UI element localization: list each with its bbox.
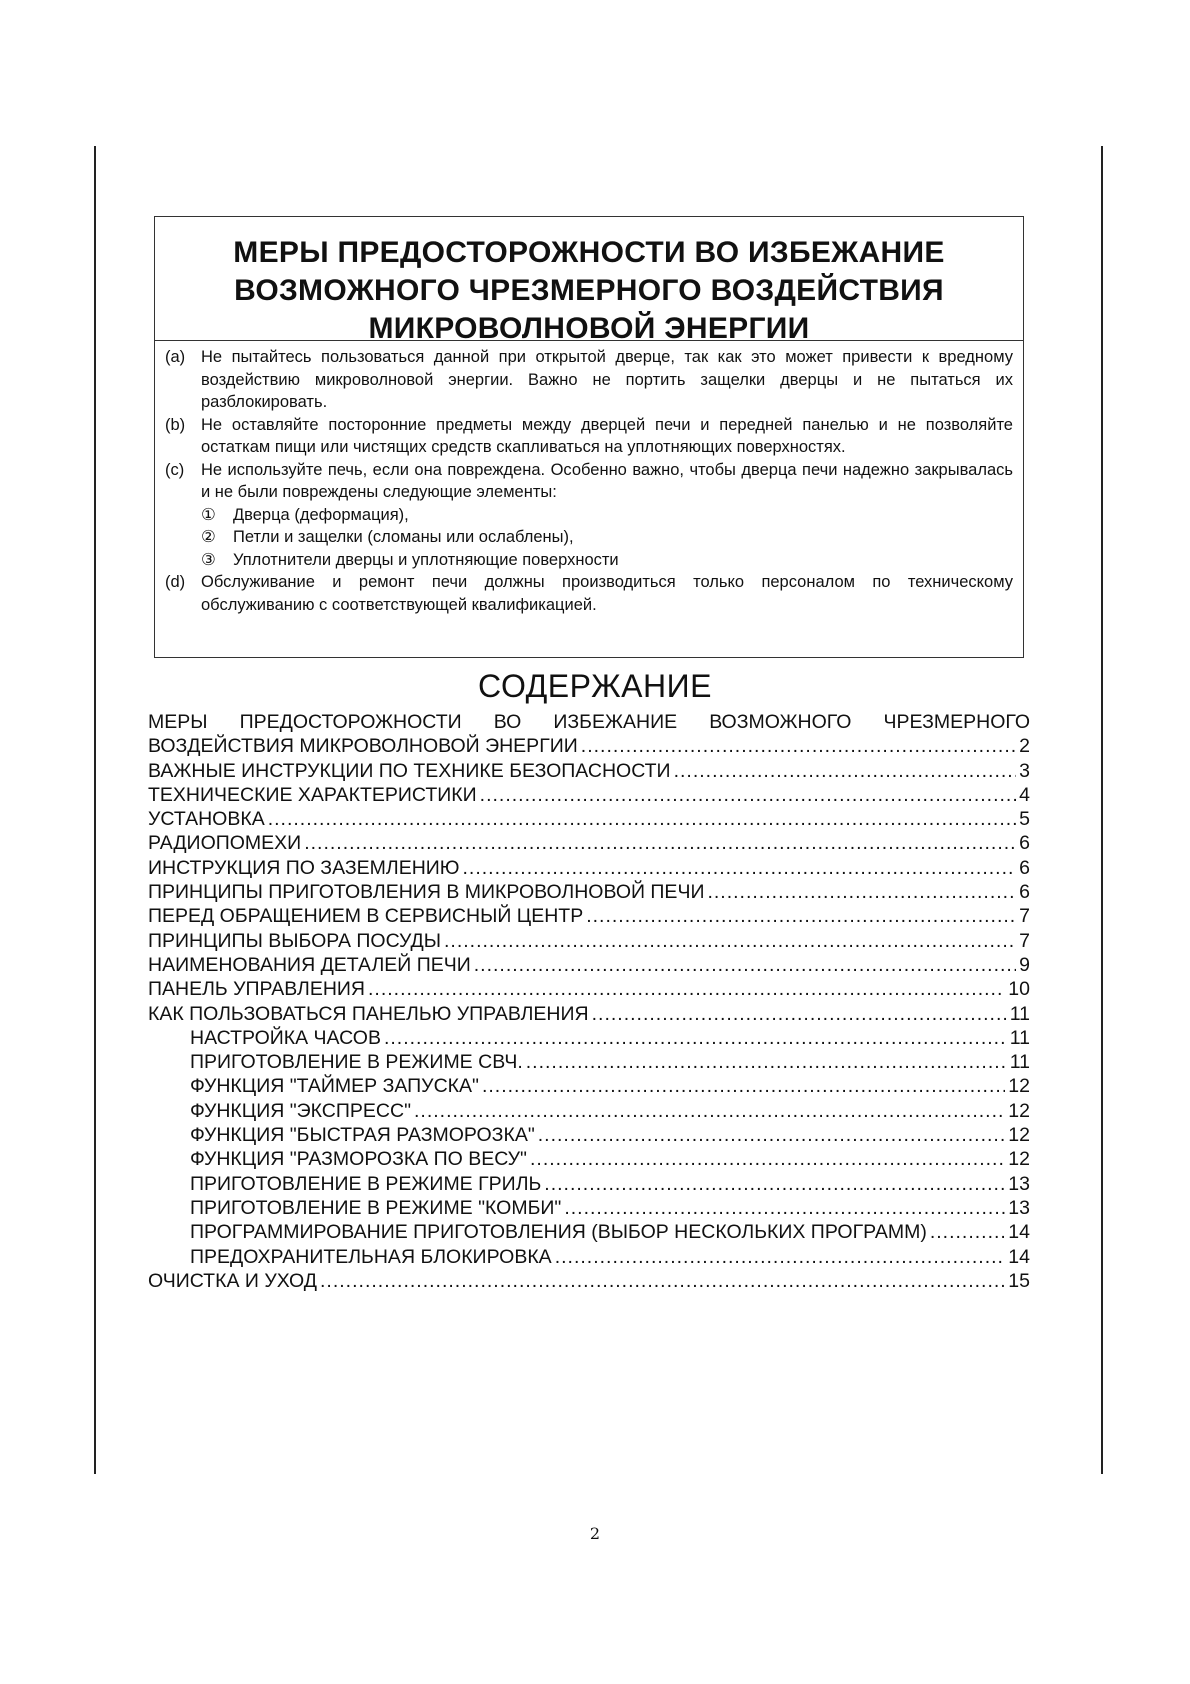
toc-word: ВОЗМОЖНОГО — [709, 711, 852, 733]
warning-item — [165, 414, 1013, 459]
toc-entry-title: ПЕРЕД ОБРАЩЕНИЕМ В СЕРВИСНЫЙ ЦЕНТР — [148, 905, 584, 928]
toc-leader — [463, 856, 1017, 880]
toc-entry-page: 12 — [1008, 1148, 1030, 1171]
toc-entry-page: 6 — [1019, 832, 1030, 855]
toc-entry-page: 6 — [1019, 856, 1030, 879]
toc-entry-page: 14 — [1008, 1245, 1030, 1268]
toc-entry-page: 12 — [1008, 1124, 1030, 1147]
toc-entry-page: 13 — [1008, 1172, 1030, 1195]
toc-entry[interactable] — [148, 734, 1030, 758]
toc-leader — [482, 1074, 1005, 1098]
toc-entry[interactable] — [148, 856, 1030, 880]
toc-entry-title: УСТАНОВКА — [148, 808, 265, 831]
toc-leader — [581, 734, 1016, 758]
toc-word: ИЗБЕЖАНИЕ — [553, 711, 678, 733]
warning-subitem-number: ① — [201, 505, 216, 524]
warning-box — [154, 216, 1024, 658]
warning-item-letter: (d) — [165, 573, 186, 591]
toc-leader — [368, 977, 1005, 1001]
page-number: 2 — [589, 1524, 601, 1543]
toc-entry-title: ВОЗДЕЙСТВИЯ МИКРОВОЛНОВОЙ ЭНЕРГИИ — [148, 735, 578, 758]
toc-leader — [304, 831, 1016, 855]
warning-item-text: Не оставляйте посторонние предметы между дверцей печи и передней панелью и не позволяйте остаткам пищи или чистящих средств скапливаться на уплотняющих поверхностях. — [201, 415, 1013, 456]
toc-entry-title: ПРИГОТОВЛЕНИЕ В РЕЖИМЕ ГРИЛЬ — [190, 1172, 542, 1195]
toc-entry-title: КАК ПОЛЬЗОВАТЬСЯ ПАНЕЛЬЮ УПРАВЛЕНИЯ — [148, 1002, 589, 1025]
toc-entry[interactable] — [148, 807, 1030, 831]
toc-leader — [530, 1147, 1005, 1171]
toc-entry-page: 13 — [1008, 1196, 1030, 1219]
warning-subitem — [201, 526, 1013, 549]
toc-leader — [538, 1123, 1006, 1147]
toc-entry[interactable] — [148, 1172, 1030, 1196]
warning-item-text: Не используйте печь, если она повреждена. Особенно важно, чтобы дверца печи надежно закрывалась и не были повреждены следующие элементы: — [201, 460, 1013, 501]
toc-entry-page: 11 — [1009, 1051, 1030, 1074]
toc-entry-title: ПРЕДОХРАНИТЕЛЬНАЯ БЛОКИРОВКА — [190, 1245, 552, 1268]
toc-entry-title: ВАЖНЫЕ ИНСТРУКЦИИ ПО ТЕХНИКЕ БЕЗОПАСНОСТИ — [148, 759, 671, 782]
toc-entry-page: 10 — [1008, 978, 1030, 1001]
toc-entry[interactable] — [148, 929, 1030, 953]
warning-item-text: Не пытайтесь пользоваться данной при открытой дверце, так как это может привести к вредному воздействию микроволновой энергии. Важно не портить защелки дверцы и не пытаться их разблокировать. — [201, 348, 1013, 411]
toc-entry-title: ПРИНЦИПЫ ВЫБОРА ПОСУДЫ — [148, 929, 441, 952]
toc-entry[interactable] — [148, 1074, 1030, 1098]
toc-entry[interactable] — [148, 759, 1030, 783]
toc-word: МЕРЫ — [148, 711, 208, 733]
toc-leader — [707, 880, 1016, 904]
toc-entry-page: 15 — [1008, 1269, 1030, 1292]
toc-entry-page: 14 — [1008, 1221, 1030, 1244]
toc-leader — [592, 1002, 1007, 1026]
toc-entry-page: 7 — [1019, 905, 1030, 928]
toc-leader — [414, 1099, 1005, 1123]
warning-subitem — [201, 549, 1013, 572]
toc-entry-title: ПРИГОТОВЛЕНИЕ В РЕЖИМЕ "КОМБИ" — [190, 1196, 562, 1219]
toc-leader — [930, 1220, 1005, 1244]
toc-entry-title: РАДИОПОМЕХИ — [148, 832, 302, 855]
toc-entry[interactable] — [148, 1026, 1030, 1050]
warning-item — [165, 346, 1013, 414]
toc-word: ВО — [493, 711, 522, 733]
toc-entry[interactable] — [148, 904, 1030, 928]
warning-body — [155, 341, 1023, 616]
toc-entry[interactable] — [148, 1002, 1030, 1026]
toc-entry-page: 12 — [1008, 1075, 1030, 1098]
toc-entry[interactable] — [148, 831, 1030, 855]
warning-subitem-number: ③ — [201, 550, 216, 569]
toc-entry-title: ПРИНЦИПЫ ПРИГОТОВЛЕНИЯ В МИКРОВОЛНОВОЙ ПЕЧИ — [148, 881, 705, 904]
right-margin-rule — [1101, 146, 1103, 1474]
toc-entry[interactable] — [148, 1245, 1030, 1269]
toc-leader — [480, 783, 1016, 807]
toc-leader — [384, 1026, 1007, 1050]
toc-first-line — [148, 710, 1030, 734]
toc-entry[interactable] — [148, 880, 1030, 904]
toc-entry-page: 6 — [1019, 881, 1030, 904]
toc-entry-title: ИНСТРУКЦИЯ ПО ЗАЗЕМЛЕНИЮ — [148, 856, 460, 879]
toc-entry-title: ТЕХНИЧЕСКИЕ ХАРАКТЕРИСТИКИ — [148, 783, 477, 806]
toc-entry[interactable] — [148, 1099, 1030, 1123]
toc-entry-title: ПРИГОТОВЛЕНИЕ В РЕЖИМЕ СВЧ. — [190, 1051, 523, 1074]
toc-entry-page: 4 — [1019, 783, 1030, 806]
toc-entry[interactable] — [148, 1050, 1030, 1074]
contents-title: СОДЕРЖАНИЕ — [478, 668, 712, 704]
toc-entry-title: НАИМЕНОВАНИЯ ДЕТАЛЕЙ ПЕЧИ — [148, 953, 471, 976]
warning-subitem-text: Петли и защелки (сломаны или ослаблены), — [233, 528, 574, 546]
warning-item-letter: (a) — [165, 348, 186, 366]
toc-entry[interactable] — [148, 1147, 1030, 1171]
toc-entry-page: 2 — [1019, 735, 1030, 758]
warning-title-line: ВОЗМОЖНОГО ЧРЕЗМЕРНОГО ВОЗДЕЙСТВИЯ — [234, 274, 944, 307]
toc-leader — [474, 953, 1016, 977]
toc-entry[interactable] — [148, 1123, 1030, 1147]
toc-entry-page: 11 — [1009, 1026, 1030, 1049]
warning-title-line: МЕРЫ ПРЕДОСТОРОЖНОСТИ ВО ИЗБЕЖАНИЕ — [233, 236, 945, 269]
warning-subitem-text: Уплотнители дверцы и уплотняющие поверхности — [233, 550, 619, 569]
toc-leader — [544, 1172, 1005, 1196]
warning-title — [155, 217, 1023, 345]
warning-item-text: Обслуживание и ремонт печи должны производиться только персоналом по техническому обслуживанию с соответствующей квалификацией. — [201, 573, 1013, 614]
toc-leader — [268, 807, 1016, 831]
toc-entry-title: ФУНКЦИЯ "БЫСТРАЯ РАЗМОРОЗКА" — [190, 1124, 535, 1147]
toc-entry[interactable] — [148, 1269, 1030, 1293]
warning-item-letter: (c) — [165, 460, 185, 479]
toc-word: ПРЕДОСТОРОЖНОСТИ — [239, 711, 462, 733]
toc-leader — [586, 904, 1016, 928]
toc-entry-title: ПАНЕЛЬ УПРАВЛЕНИЯ — [148, 978, 366, 1001]
toc-entry-title: ФУНКЦИЯ "РАЗМОРОЗКА ПО ВЕСУ" — [190, 1148, 527, 1171]
toc-entry[interactable] — [148, 1220, 1030, 1244]
toc-leader — [555, 1245, 1006, 1269]
warning-subitem-number: ② — [201, 528, 216, 546]
warning-item — [165, 459, 1013, 504]
toc-leader — [564, 1196, 1005, 1220]
toc-entry-page: 12 — [1008, 1099, 1030, 1122]
warning-subitem — [201, 504, 1013, 527]
warning-subitem-text: Дверца (деформация), — [233, 505, 409, 524]
toc-leader — [674, 759, 1017, 783]
toc-entry-page: 7 — [1019, 929, 1030, 952]
toc-entry[interactable] — [148, 977, 1030, 1001]
toc-leader — [320, 1269, 1005, 1293]
warning-item — [165, 571, 1013, 616]
toc-entry-title: ФУНКЦИЯ "ТАЙМЕР ЗАПУСКА" — [190, 1075, 479, 1098]
warning-item-letter: (b) — [165, 415, 186, 434]
toc-entry[interactable] — [148, 953, 1030, 977]
toc-entry-page: 3 — [1019, 759, 1030, 782]
toc-leader — [526, 1050, 1007, 1074]
warning-title-line: МИКРОВОЛНОВОЙ ЭНЕРГИИ — [368, 312, 810, 345]
toc-entry[interactable] — [148, 1196, 1030, 1220]
toc-word: ЧРЕЗМЕРНОГО — [883, 711, 1030, 733]
toc-entry-page: 5 — [1019, 808, 1030, 831]
toc-entry-title: ОЧИСТКА И УХОД — [148, 1269, 318, 1292]
left-margin-rule — [94, 146, 96, 1474]
toc-entry-page: 11 — [1009, 1002, 1030, 1025]
toc-entry-title: ФУНКЦИЯ "ЭКСПРЕСС" — [190, 1099, 411, 1122]
table-of-contents — [148, 710, 1030, 1293]
toc-leader — [444, 929, 1016, 953]
toc-entry-page: 9 — [1019, 953, 1030, 976]
toc-entry-title: ПРОГРАММИРОВАНИЕ ПРИГОТОВЛЕНИЯ (ВЫБОР НЕСКОЛЬКИХ ПРОГРАММ) — [190, 1221, 927, 1244]
toc-entry-title: НАСТРОЙКА ЧАСОВ — [190, 1026, 381, 1049]
toc-entries — [148, 759, 1030, 1294]
toc-entry[interactable] — [148, 783, 1030, 807]
